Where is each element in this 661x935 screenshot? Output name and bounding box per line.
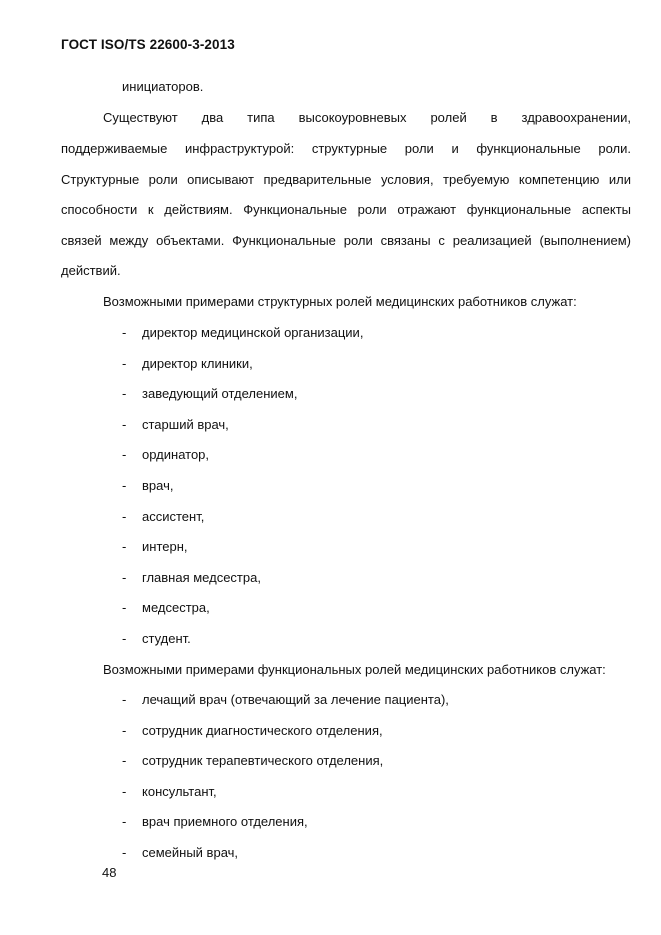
bullet-dash: - [122, 325, 127, 340]
paragraph-line: поддерживаемые инфраструктурой: структурные роли и функциональные роли. [61, 141, 631, 156]
bullet-dash: - [122, 753, 127, 769]
functional-roles-intro: Возможными примерами функциональных ролей медицинских работников служат: [103, 662, 606, 677]
list-item: врач приемного отделения, [142, 814, 308, 830]
list-item: старший врач, [142, 416, 229, 432]
list-item: директор клиники, [142, 355, 253, 371]
bullet-dash: - [122, 722, 127, 738]
structural-roles-intro: Возможными примерами структурных ролей медицинских работников служат: [103, 294, 577, 309]
list-item: сотрудник диагностического отделения, [142, 722, 383, 738]
bullet-dash: - [122, 508, 127, 524]
document-header: ГОСТ ISO/TS 22600-3-2013 [61, 37, 235, 52]
paragraph-line: Структурные роли описывают предварительные условия, требуемую компетенцию или [61, 172, 631, 187]
list-item: студент. [142, 631, 191, 646]
bullet-dash: - [122, 478, 127, 493]
paragraph-line: Существуют два типа высокоуровневых ролей в здравоохранении, [103, 110, 631, 125]
paragraph-line: связей между объектами. Функциональные роли связаны с реализацией (выполнением) [61, 233, 631, 248]
list-item: семейный врач, [142, 845, 239, 860]
bullet-dash: - [122, 814, 127, 830]
list-item: главная медсестра, [142, 569, 261, 585]
list-item: лечащий врач (отвечающий за лечение пациента), [142, 692, 449, 707]
bullet-dash: - [122, 692, 127, 707]
bullet-dash: - [122, 447, 127, 463]
paragraph-line: инициаторов. [122, 79, 204, 94]
bullet-dash: - [122, 569, 127, 585]
bullet-dash: - [122, 539, 127, 555]
list-item: консультант, [142, 783, 217, 799]
bullet-dash: - [122, 845, 127, 860]
bullet-dash: - [122, 355, 127, 371]
list-item: директор медицинской организации, [142, 325, 364, 340]
bullet-dash: - [122, 416, 127, 432]
list-item: ординатор, [142, 447, 210, 463]
list-item: медсестра, [142, 600, 210, 616]
list-item: заведующий отделением, [142, 386, 298, 402]
bullet-dash: - [122, 783, 127, 799]
page-number: 48 [102, 865, 117, 880]
paragraph-line: способности к действиям. Функциональные роли отражают функциональные аспекты [61, 202, 631, 217]
list-item: ассистент, [142, 508, 205, 524]
list-item: интерн, [142, 539, 188, 555]
bullet-dash: - [122, 631, 127, 646]
list-item: врач, [142, 478, 174, 493]
bullet-dash: - [122, 600, 127, 616]
paragraph-line: действий. [61, 263, 121, 278]
bullet-dash: - [122, 386, 127, 402]
list-item: сотрудник терапевтического отделения, [142, 753, 384, 769]
